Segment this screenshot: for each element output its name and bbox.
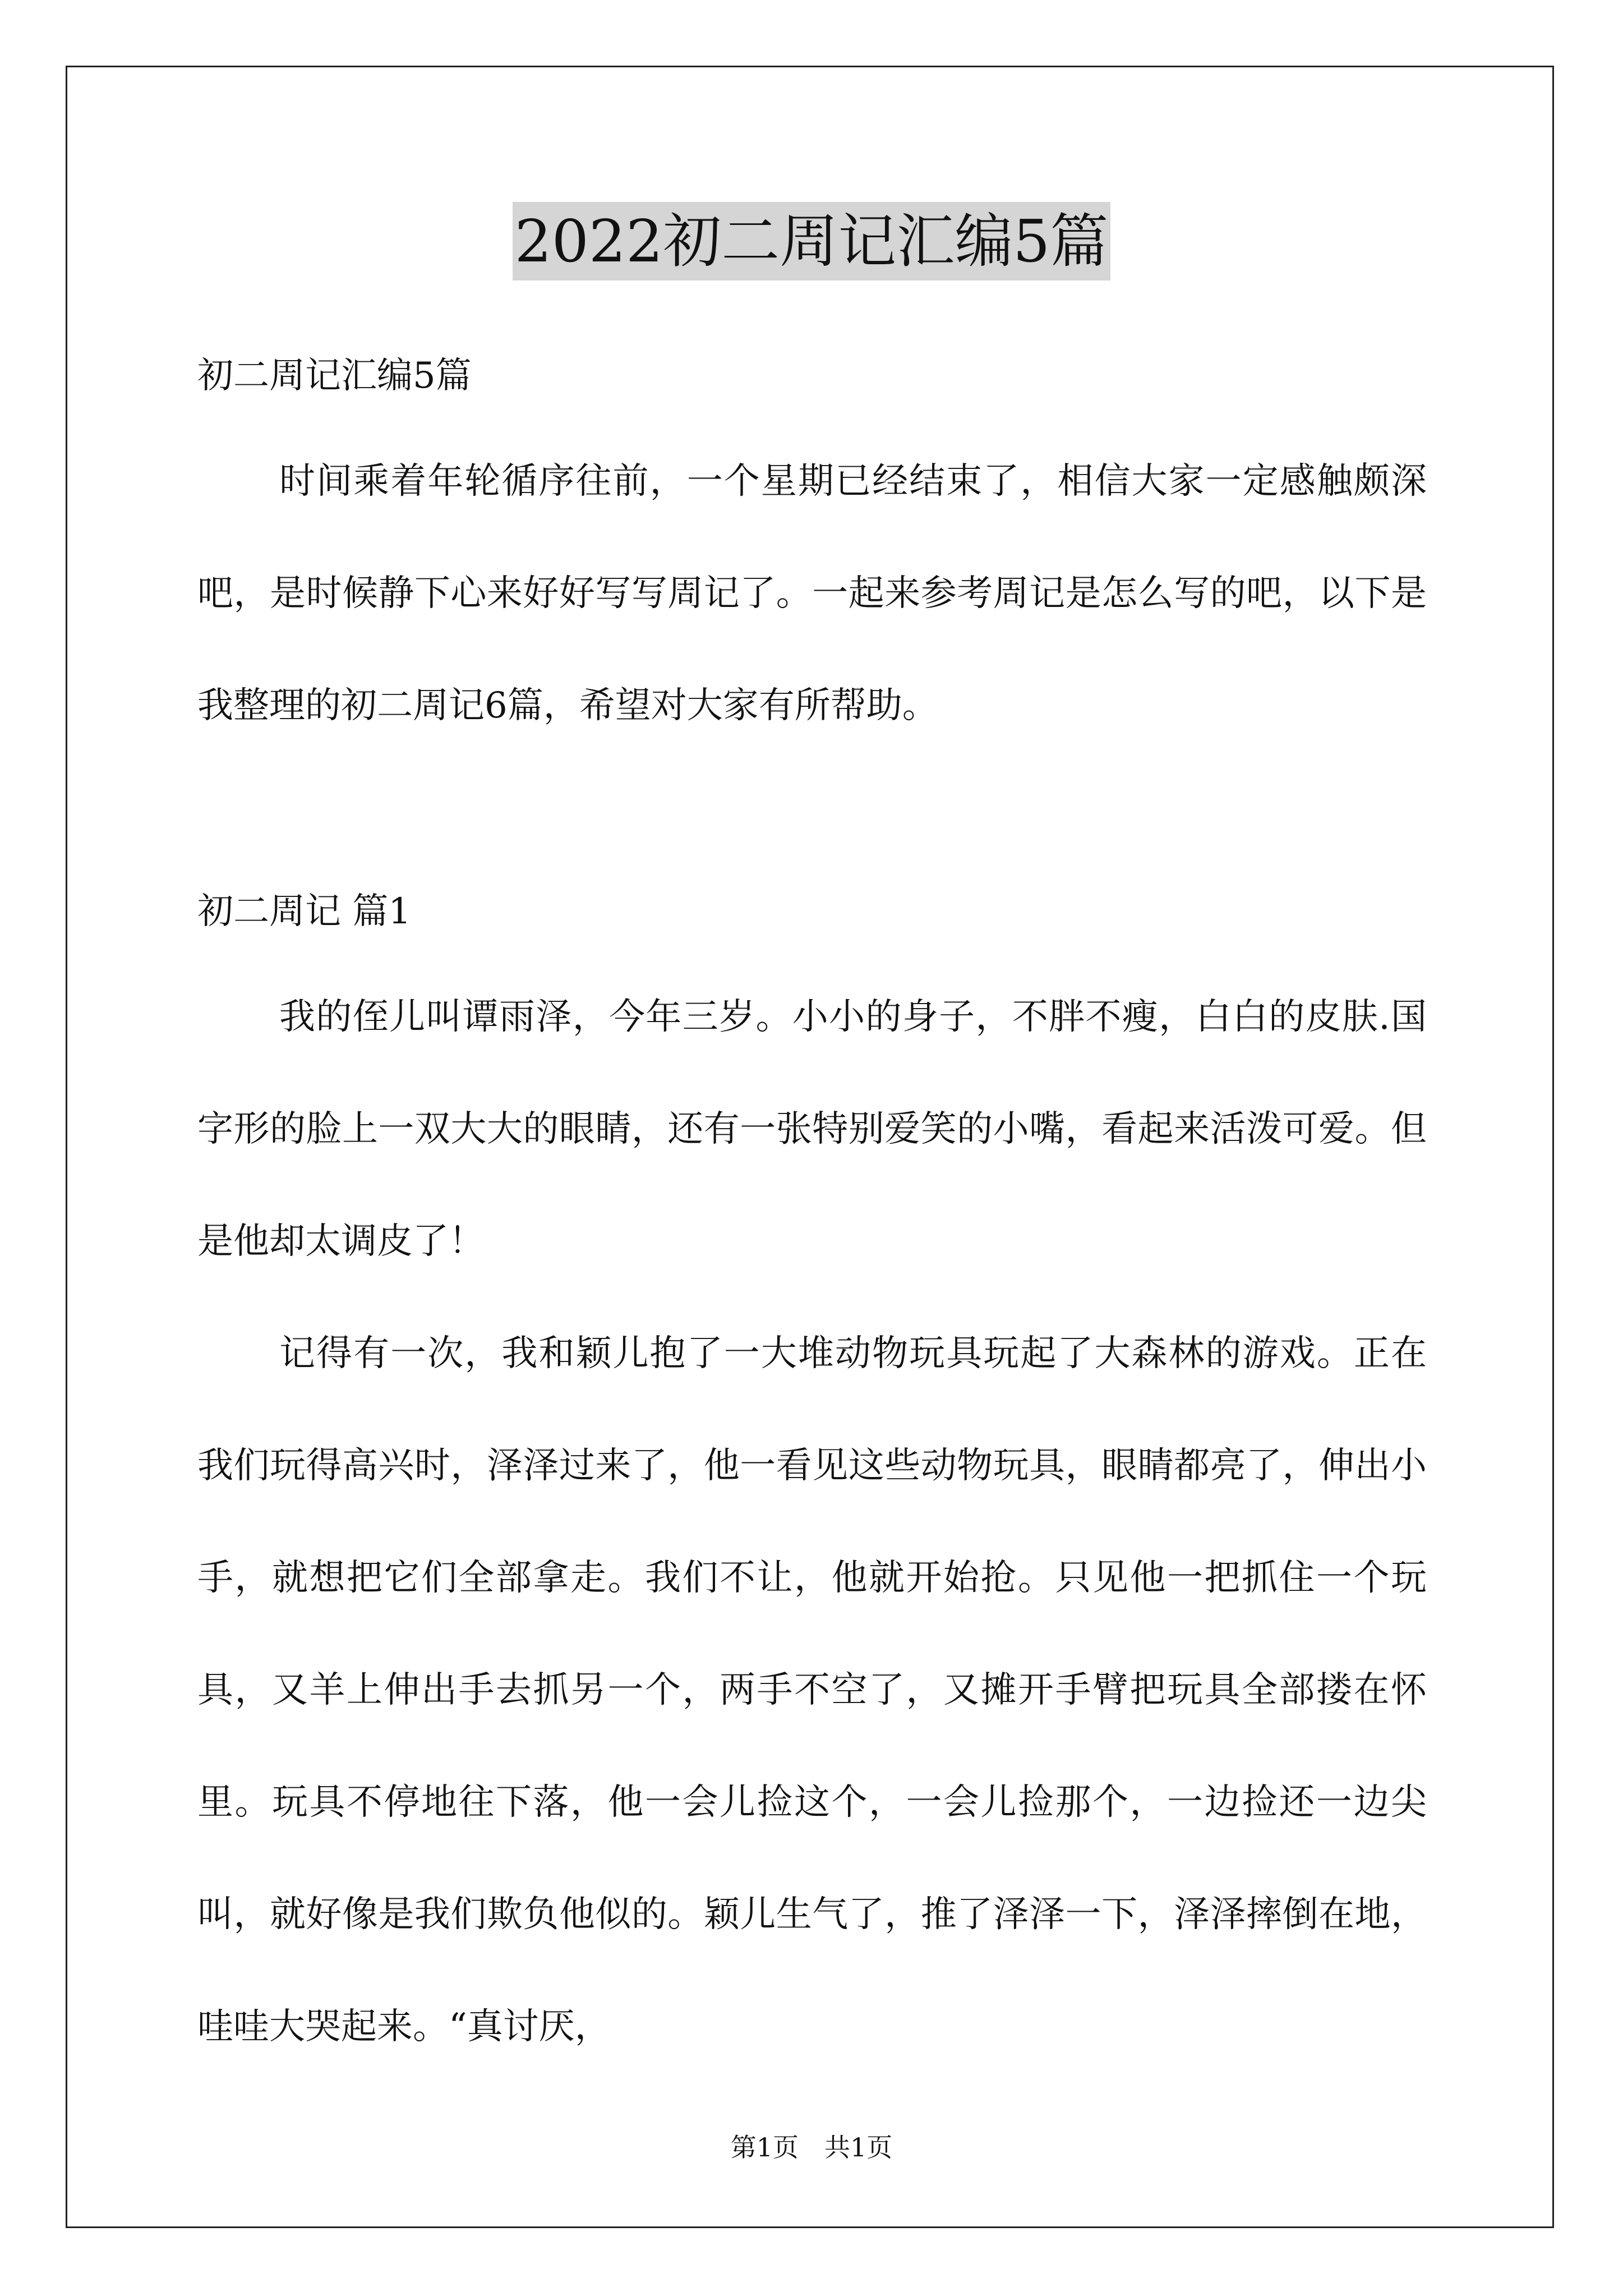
body-paragraph-2: 记得有一次，我和颖儿抱了一大堆动物玩具玩起了大森林的游戏。正在我们玩得高兴时，泽泽过来了，他一看见这些动物玩具，眼睛都亮了，伸出小手，就想把它们全部拿走。我们不让，他就开始抢。只见他一把抓住一个玩具，又羊上伸出手去抓另一个，两手不空了，又摊开手臂把玩具全部搂在怀里。玩具不停地往下落，他一会儿捡这个，一会儿捡那个，一边捡还一边尖叫，就好像是我们欺负他似的。颖儿生气了，推了泽泽一下，泽泽摔倒在地，哇哇大哭起来。“真讨厌， (197, 1333, 1427, 2047)
document-title (0, 202, 1623, 280)
intro-paragraph: 时间乘着年轮循序往前，一个星期已经结束了，相信大家一定感触颇深吧，是时候静下心来好好写写周记了。一起来参考周记是怎么写的吧，以下是我整理的初二周记6篇，希望对大家有所帮助。 (197, 461, 1427, 726)
document-title-text: 2022初二周记汇编5篇 (513, 202, 1111, 280)
section-heading: 初二周记 篇1 (197, 891, 412, 932)
page-footer: 第1页 共1页 (730, 2132, 893, 2162)
document-subtitle: 初二周记汇编5篇 (197, 355, 472, 397)
body-paragraph-1: 我的侄儿叫谭雨泽，今年三岁。小小的身子，不胖不瘦，白白的皮肤.国字形的脸上一双大大的眼睛，还有一张特别爱笑的小嘴，看起来活泼可爱。但是他却太调皮了！ (197, 996, 1427, 1262)
